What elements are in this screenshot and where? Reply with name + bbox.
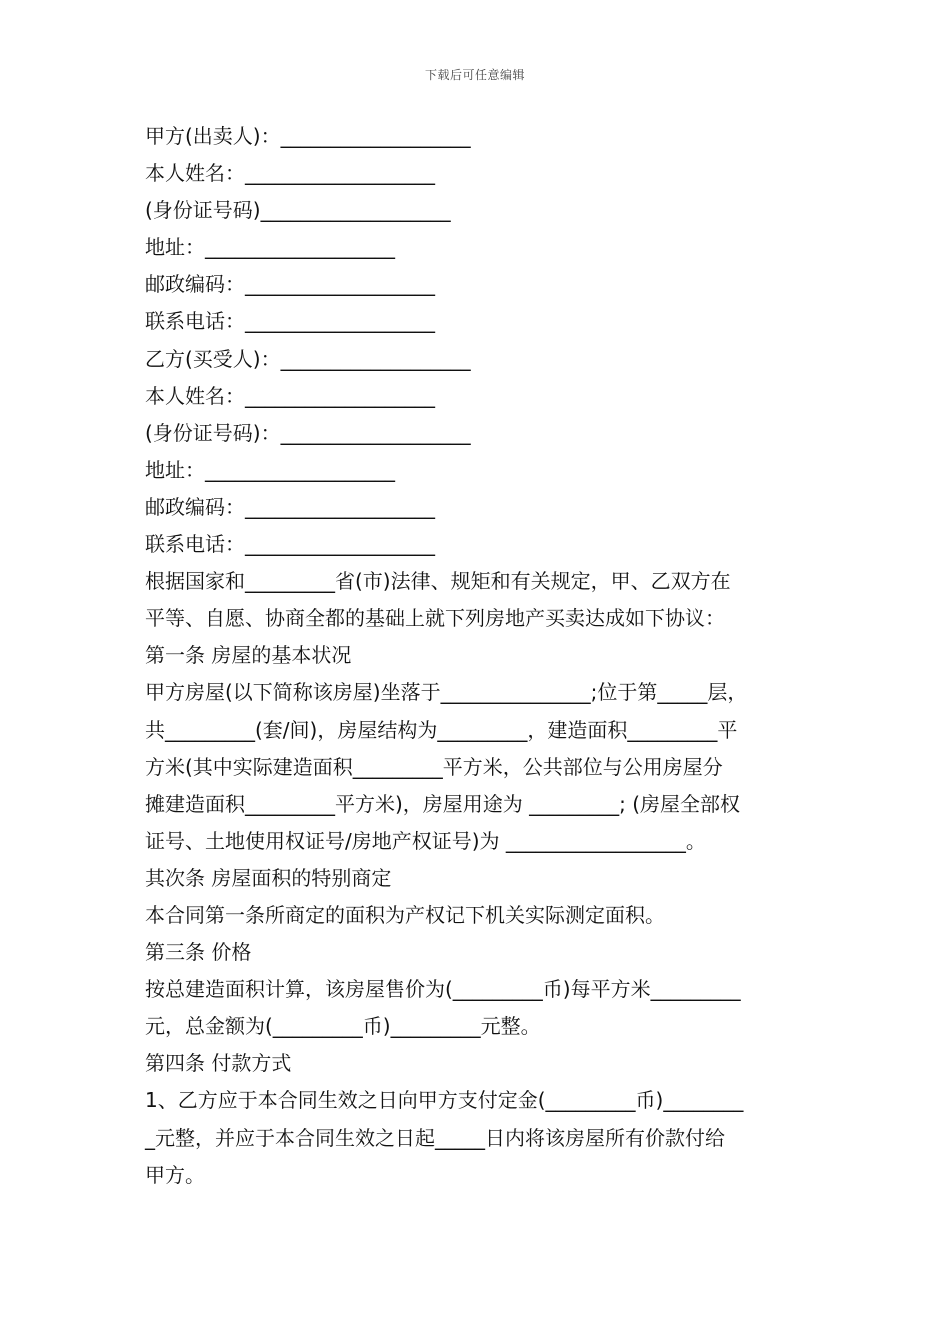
article-2-heading: 其次条 房屋面积的特别商定 [145, 865, 392, 890]
buyer-phone-line: 联系电话：___________________ [145, 532, 435, 557]
article-4-line-3: 甲方。 [145, 1162, 205, 1187]
article-4-heading: 第四条 付款方式 [145, 1051, 292, 1076]
buyer-name-line: 本人姓名：___________________ [145, 383, 435, 408]
article-3-line-2: 元，总金额为(_________币)_________元整。 [145, 1014, 541, 1039]
article-1-line-3: 方米(其中实际建造面积_________平方米，公共部位与公用房屋分 [145, 754, 723, 779]
buyer-address-line: 地址：___________________ [145, 457, 395, 482]
preamble-line-2: 平等、自愿、协商全都的基础上就下列房地产买卖达成如下协议： [145, 606, 725, 631]
article-1-line-5: 证号、土地使用权证号/房地产权证号)为 __________________。 [145, 828, 706, 853]
header-note: 下载后可任意编辑 [424, 68, 525, 82]
seller-id-line: (身份证号码)___________________ [145, 198, 451, 223]
contract-body [145, 118, 810, 1194]
article-1-line-1: 甲方房屋(以下简称该房屋)坐落于_______________;位于第_____层， [145, 680, 748, 705]
article-4-line-1: 1、乙方应于本合同生效之日向甲方支付定金(_________币)________ [145, 1088, 744, 1113]
article-1-line-2: 共_________(套/间)，房屋结构为_________，建造面积_________平 [145, 717, 738, 742]
buyer-postcode-line: 邮政编码：___________________ [145, 494, 435, 519]
article-1-line-4: 摊建造面积_________平方米)，房屋用途为 _________; (房屋全部权 [145, 791, 741, 816]
seller-address-line: 地址：___________________ [145, 235, 395, 260]
article-3-line-1: 按总建造面积计算，该房屋售价为(_________币)每平方米_________ [145, 977, 741, 1002]
seller-name-line: 本人姓名：___________________ [145, 161, 435, 186]
article-3-heading: 第三条 价格 [145, 940, 252, 965]
seller-label-line: 甲方(出卖人)：___________________ [145, 124, 471, 148]
article-2-line-1: 本合同第一条所商定的面积为产权记下机关实际测定面积。 [145, 902, 665, 927]
buyer-id-line: (身份证号码)：___________________ [145, 420, 471, 445]
article-1-heading: 第一条 房屋的基本状况 [145, 643, 352, 668]
article-4-line-2: _元整，并应于本合同生效之日起_____日内将该房屋所有价款付给 [145, 1125, 725, 1150]
buyer-label-line: 乙方(买受人)：___________________ [145, 346, 471, 371]
preamble-line-1: 根据国家和_________省(市)法律、规矩和有关规定，甲、乙双方在 [145, 569, 731, 594]
seller-postcode-line: 邮政编码：___________________ [145, 272, 435, 297]
seller-phone-line: 联系电话：___________________ [145, 309, 435, 334]
